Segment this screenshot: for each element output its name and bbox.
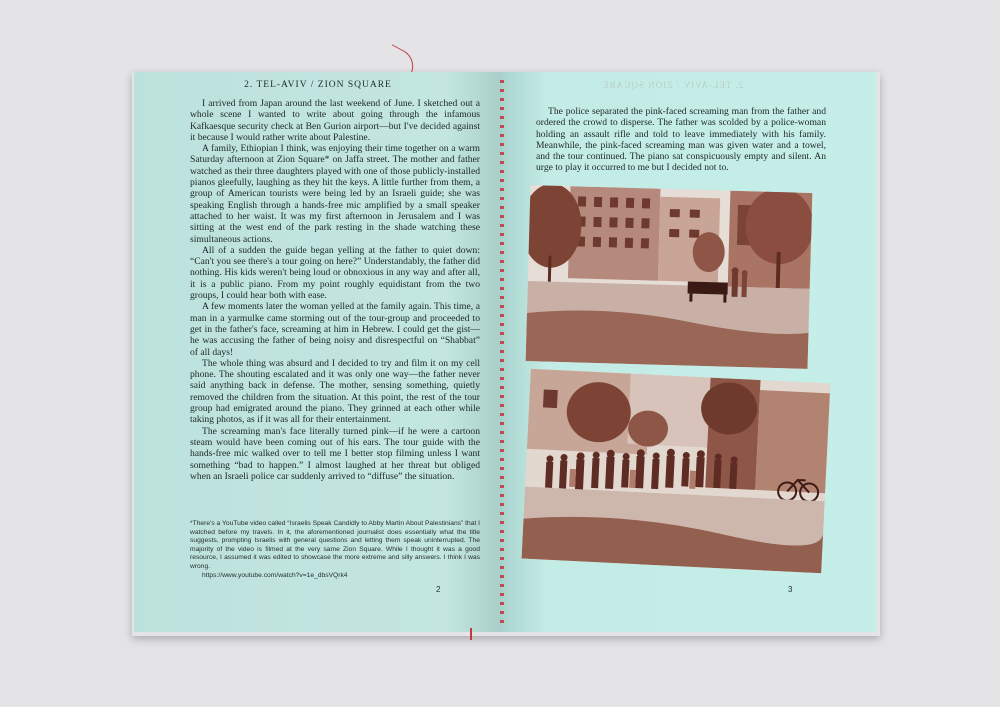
footnote-text: *There's a YouTube video called “Israelis Speak Candidly to Abby Martin About Palestinians” that I watched before my travels. In it, the aforementioned journalist does essentially what the title suggests, prompting Israelis with general questions and letting them speak uninterrupted. The majority of the video is filmed at the very same Zion Square. While I thought it was a good resource, I assumed it was edited to showcase the more extreme and silly answers. I think I was wrong. bbox=[190, 520, 480, 570]
show-through-text: 2. TEL-AVIV / ZION SQUARE bbox=[602, 80, 744, 90]
footnote-url: https://www.youtube.com/watch?v=1e_dbsVQrk4 bbox=[202, 571, 348, 579]
footnote bbox=[190, 520, 480, 580]
paragraph: A few moments later the woman yelled at the family again. This time, a man in a yarmulke came storming out of the tour-group and proceeded to get in the father's face, screaming at him in Hebrew. I could get the gist—he was accusing the father of being noisy and disrespectful on “Shabbat” of all days! bbox=[190, 301, 480, 358]
page-number-right: 3 bbox=[788, 585, 793, 594]
binding-stitches bbox=[500, 80, 504, 628]
paragraph: A family, Ethiopian I think, was enjoying their time together on a warm Saturday afternoon at Zion Square* on Jaffa street. The mother and father watched as their three daughters played with one of those publicly-installed pianos gleefully, laughing as they hit the keys. A little further from them, a group of American tourists were being led by an Israeli guide; she was speaking English through a hands-free mic amplified by a small speaker attached to her waist. It was my first afternoon in Jerusalem and I was sitting at the west end of the park resting in the shade watching these simultaneous actions. bbox=[190, 143, 480, 245]
page-number-left: 2 bbox=[436, 585, 441, 594]
paragraph: The screaming man's face literally turned pink—if he were a cartoon steam would have been coming out of his ears. The tour guide with the hands-free mic walked over to tell me I better stop filming unless I want something “bad to happen.” I almost laughed at her threat but obliged when an Israeli police car suddenly arrived to “diffuse” the situation. bbox=[190, 425, 480, 482]
paragraph: I arrived from Japan around the last weekend of June. I sketched out a whole scene I wanted to write about going through the infamous Kafkaesque security check at Ben Gurion airport—but I've decided against it because I would rather write about Palestine. bbox=[190, 98, 480, 143]
running-head: 2. TEL-AVIV / ZION SQUARE bbox=[244, 80, 392, 90]
paragraph: The police separated the pink-faced screaming man from the father and ordered the crowd to disperse. The father was scolded by a police-woman holding an assault rifle and told to leave immediately with his family. Meanwhile, the pink-faced screaming man was given water and a towel, and the tour continued. The piano sat conspicuously empty and silent. An urge to play it occurred to me but I decided not to. bbox=[536, 106, 826, 174]
paragraph: All of a sudden the guide began yelling at the father to quiet down: “Can't you see there's a tour going on here?” Understandably, the father did nothing. His kids weren't being loud or obnoxious in any way and after all, it is a public piano. From my point roughly equidistant from the two groups, I could hear both with ease. bbox=[190, 244, 480, 302]
left-body-text bbox=[190, 98, 480, 482]
photo-tour-group-crowd bbox=[522, 369, 831, 573]
paragraph: The whole thing was absurd and I decided to try and film it on my cell phone. The shouting escalated and it was only one way—the father never said anything back in defense. The mother, sensing something, quietly removed the children from the situation. At this point, the rest of the tour group had emigrated around the piano. They grinned at each other while taking photos, as if it was all for their entertainment. bbox=[190, 357, 480, 426]
right-page bbox=[502, 72, 876, 632]
photo-zion-square-piano bbox=[526, 185, 813, 369]
right-body-text bbox=[536, 106, 826, 174]
left-page bbox=[134, 72, 502, 632]
binding-thread-bottom bbox=[470, 628, 472, 640]
